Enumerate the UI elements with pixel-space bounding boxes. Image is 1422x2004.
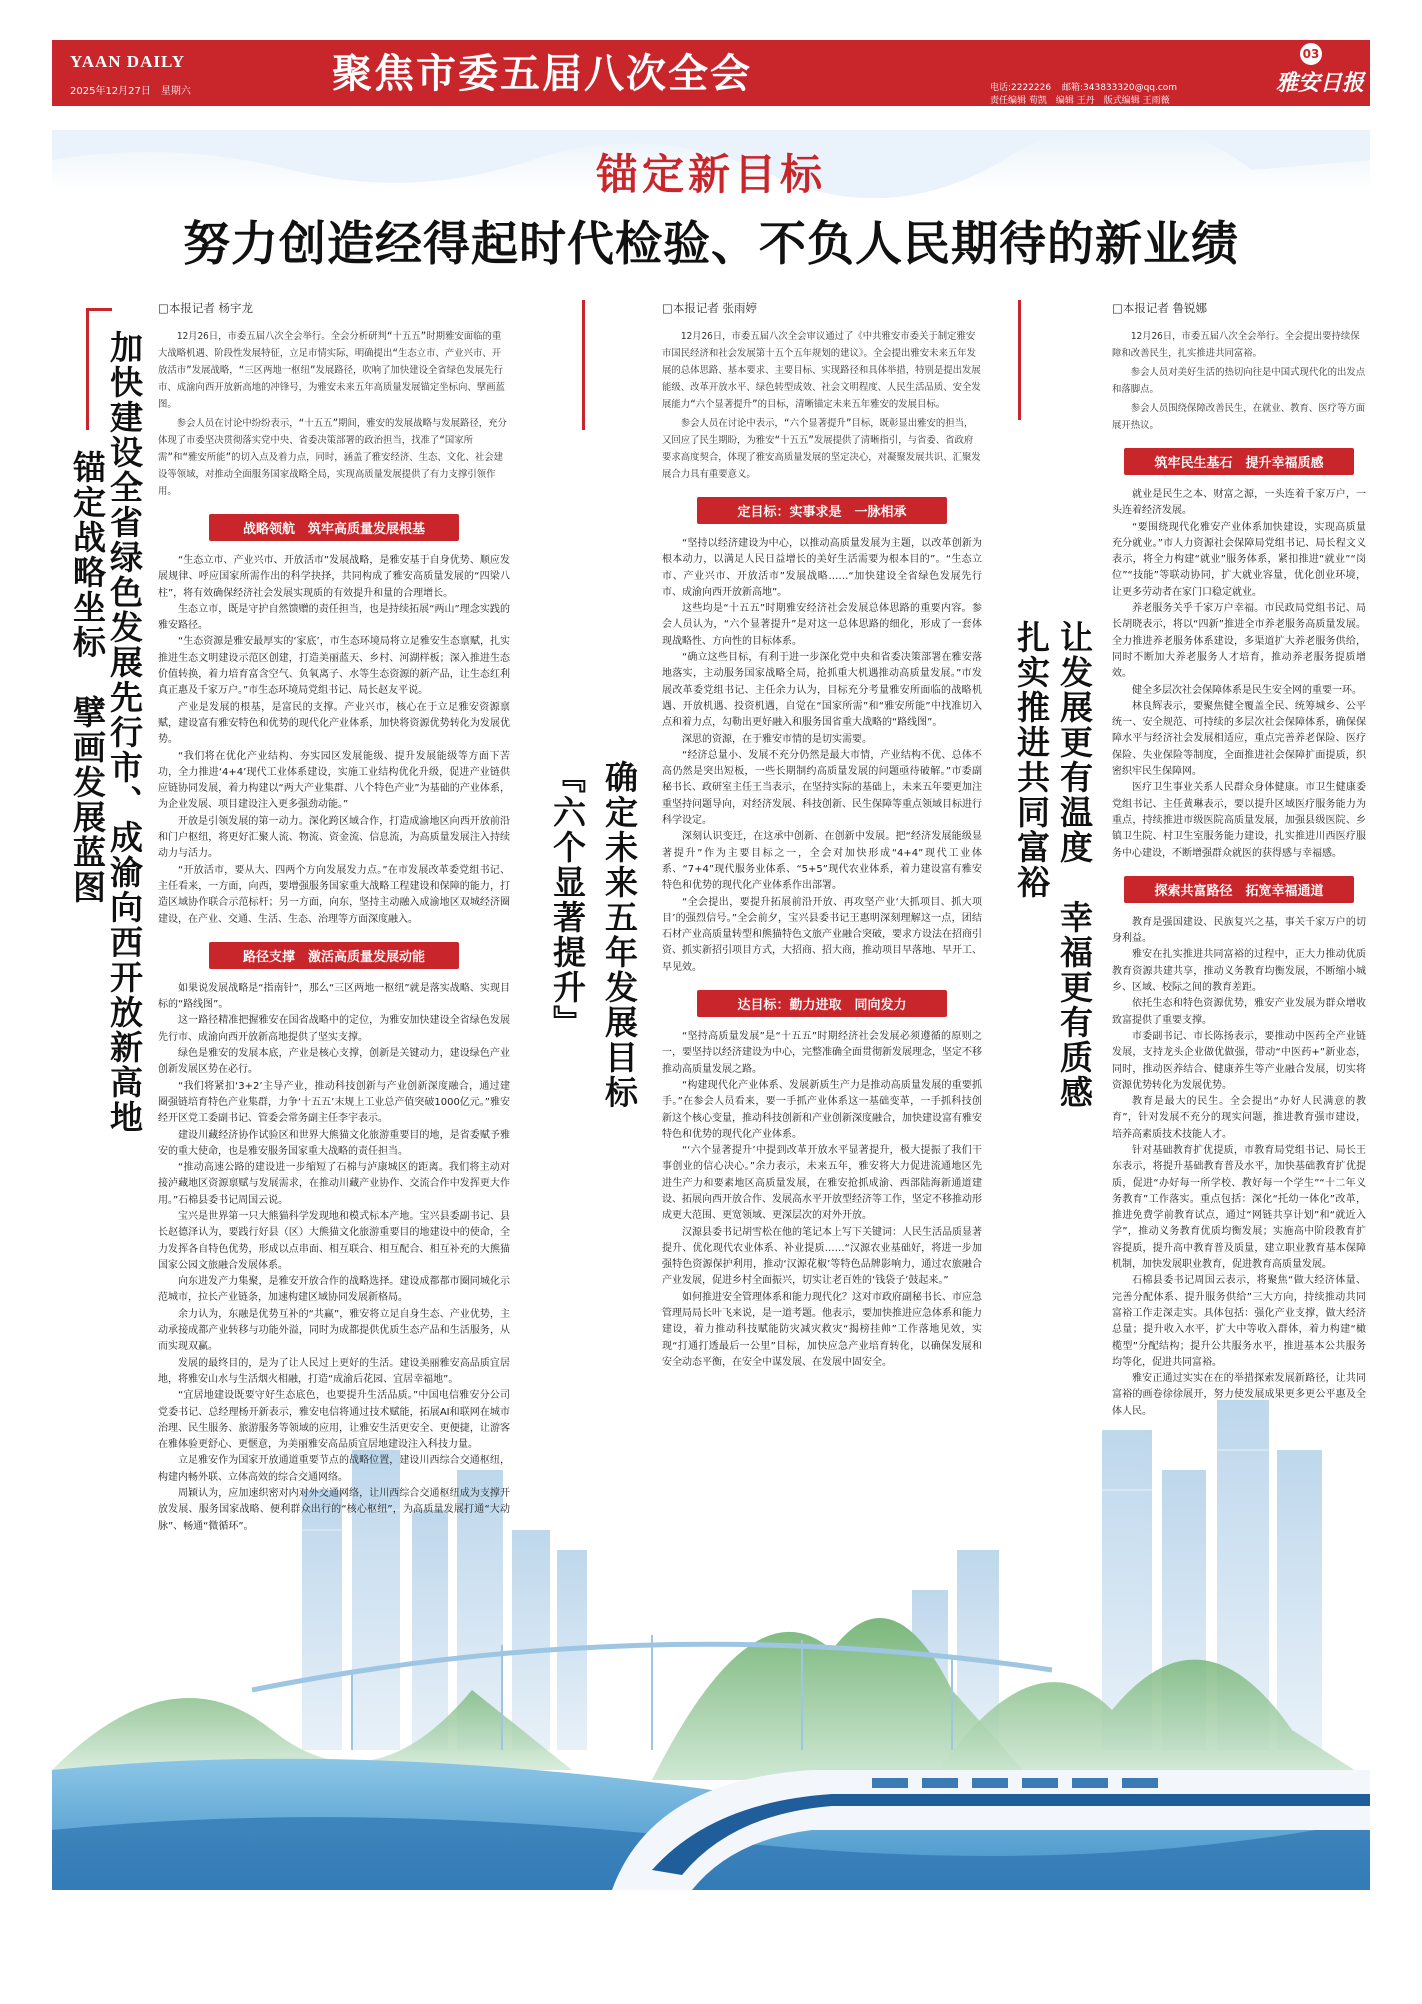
left-paragraph: “推动高速公路的建设进一步缩短了石棉与泸康城区的距离。我们将主动对接泸藏地区资源禀赋与发展需求，在推动川藏产业协作、交流合作中发挥更大作用。”石棉县委书记周国云说。 [158, 1162, 510, 1206]
right-paragraph: 教育是最大的民生。全会提出“办好人民满意的教育”，针对发展不充分的现实问题，推进教育强市建设，培养高素质技术技能人才。 [1112, 1096, 1366, 1140]
right-paragraph: 依托生态和特色资源优势，雅安产业发展为群众增收致富提供了重要支撑。 [1112, 998, 1366, 1026]
middle-paragraph: “经济总量小、发展不充分仍然是最大市情，产业结构不优、总体不高仍然是突出短板，一些长期制约高质量发展的问题亟待破解。”市委副秘书长、政研室主任王当表示，在坚持实际的基础上，未来五年要更加注重坚持问题导向，对经济发展、科技创新、民生保障等重点领域目标进行科学设定。 [662, 749, 982, 827]
right-paragraph: 就业是民生之本、财富之源，一头连着千家万户，一头连着经济发展。 [1112, 489, 1366, 517]
left-paragraph: 这一路径精准把握雅安在国省战略中的定位，为雅安加快建设全省绿色发展先行市、成渝向西开放新高地提供了坚实支撑。 [158, 1015, 510, 1043]
middle-paragraph: “确立这些目标，有利于进一步深化党中央和省委决策部署在雅安落地落实，主动服务国家战略全局，抢抓重大机遇推动高质量发展。”市发展改革委党组书记、主任余力认为，目标充分考量雅安所面临的战略机遇、开放机遇、投资机遇，自觉在“国家所需”和“雅安所能”中找准切入点和着力点，勾勒出更好融入和服务国省重大战略的“路线图”。 [662, 652, 982, 729]
left-paragraph: 建设川藏经济协作试验区和世界大熊猫文化旅游重要目的地，是省委赋予雅安的重大使命，也是雅安服务国家重大战略的责任担当。 [158, 1129, 510, 1157]
kicker-title: 锚定新目标 [595, 150, 826, 199]
left-paragraph: 周颖认为，应加速织密对内对外交通网络，让川西综合交通枢纽成为支撑开放发展、服务国家战略、便利群众出行的“核心枢纽”，为高质量发展打通“大动脉”、畅通“微循环”。 [158, 1488, 510, 1532]
editors-line: 责任编辑 荀凯 编辑 王丹 版式编辑 王雨薇 [990, 96, 1170, 106]
left-paragraph: “开放活市，要从大、四两个方向发展发力点。”在市发展改革委党组书记、主任看来，一方面，向西，要增强服务国家重大战略工程建设和保障的能力，打造区域协作联合示范标杆；另一方面，向东，坚持主动融入成渝地区双城经济圈建设，在产业、交通、生活、生态、治理等方面深度融入。 [158, 864, 510, 925]
right-paragraph: 养老服务关乎千家万户幸福。市民政局党组书记、局长胡晓表示，将以“四新”推进全市养老服务高质量发展。全力推进养老服务体系建设，多渠道扩大养老服务供给，同时不断加大养老服务人才培育，推动养老服务提质增效。 [1112, 603, 1366, 680]
middle-paragraph: “全会提出，要提升拓展前沿开放、再攻坚产业‘大抓项目、抓大项目’的强烈信号。”全会前夕，宝兴县委书记王惠明深刻理解这一点，团结石材产业高质量转型和熊猫特色文旅产业融合突破，要求方设法在招商引资、抓实新招引项目方式，大招商、招大商，推动项目早落地、早开工、早见效。 [662, 896, 982, 973]
middle-accent-line [582, 300, 585, 430]
left-section-heading: 战略领航 筑牢高质量发展根基 [209, 514, 459, 541]
masthead-logo: 雅安日报 [1276, 70, 1365, 96]
middle-title: 确定未来五年发展目标 [599, 760, 639, 1110]
right-paragraph: 针对基础教育扩优提质，市教育局党组书记、局长王东表示，将提升基础教育普及水平，加快基础教育扩优提质，促进“办好每一所学校、教好每一个学生”“十二年义务教育”工作落实。重点包括：深化“托幼一体化”改革，推进免费学前教育试点，通过“网链共享计划”和“就近入学”，推动义务教育优质均衡发展；实施高中阶段教育扩容提质，提升高中教育普及质量，建立职业教育基本保障机制，加快发展职业教育，促进教育高质量发展。 [1112, 1144, 1366, 1271]
left-paragraph: 余力认为，东融是优势互补的“共赢”，雅安将立足自身生态、产业优势，主动承接成都产业转移与功能外溢，同时为成都提供优质生态产品和生活服务，从而实现双赢。 [158, 1308, 510, 1353]
right-paragraph: 林良辉表示，要聚焦健全覆盖全民、统筹城乡、公平统一、安全规范、可持续的多层次社会保障体系，确保保障水平与经济社会发展相适应，重点完善养老保险、医疗保险、失业保险等制度，全面推进社会保障扩面提质，织密织牢民生保障网。 [1112, 700, 1366, 778]
right-paragraph: 医疗卫生事业关系人民群众身体健康。市卫生健康委党组书记、主任黄琳表示，要以提升区域医疗服务能力为重点，持续推进市级医院高质量发展，加强县级医院、乡镇卫生院、村卫生室服务能力建设，扎实推进川西医疗服务中心建设，不断增强群众就医的获得感与幸福感。 [1112, 782, 1366, 859]
right-accent-line [1018, 300, 1021, 420]
right-paragraph: 石棉县委书记周国云表示，将聚焦“做大经济体量、完善分配体系、提升服务供给”三大方向，持续推动共同富裕工作走深走实。具体包括：强化产业支撑，做大经济总量；提升收入水平，扩大中等收入群体，着力构建“橄榄型”分配结构；提升公共服务水平，推进基本公共服务均等化，促进共同富裕。 [1112, 1275, 1366, 1368]
left-paragraph: “我们将紧扣‘3+2’主导产业，推动科技创新与产业创新深度融合，通过建圈强链培育特色产业集群，力争‘十五五’末规上工业总产值突破1000亿元。”雅安经开区党工委副书记、管委会常务副主任李宇表示。 [158, 1080, 510, 1125]
middle-article [662, 300, 982, 1371]
left-title: 加快建设全省绿色发展先行市、成渝向西开放新高地 [104, 330, 144, 1135]
right-paragraph: 教育是强国建设、民族复兴之基，事关千家万户的切身利益。 [1112, 916, 1366, 945]
right-paragraph: 健全多层次社会保障体系是民生安全网的重要一环。 [1132, 684, 1362, 696]
page-number: 03 [1300, 43, 1322, 65]
middle-paragraph: 如何推进安全管理体系和能力现代化？这对市政府副秘书长、市应急管理局局长叶飞来说，是一道考题。他表示，要加快推进应急体系和能力建设，着力推动科技赋能防灾减灾救灾“揭榜挂帅”工作落地见效，实现“打通打透最后一公里”目标，加快应急产业培育转化，以确保发展和安全动态平衡，在安全中谋发展、在发展中固安全。 [662, 1291, 982, 1368]
right-lede: 参会人员对美好生活的热切向往是中国式现代化的出发点和落脚点。 [1112, 367, 1366, 395]
right-title: 让发展更有温度 幸福更有质感 [1054, 620, 1094, 1110]
left-section-heading: 路径支撑 激活高质量发展动能 [209, 942, 459, 969]
section-title: 聚焦市委五届八次全会 [332, 50, 752, 97]
left-accent-cap [86, 308, 112, 311]
right-subtitle: 扎实推进共同富裕 [1011, 620, 1051, 900]
left-paragraph: 开放是引领发展的第一动力。深化跨区域合作，打造成渝地区向西开放前沿和门户枢纽，将更好汇聚人流、物流、资金流、信息流，为高质量发展注入持续动力与活力。 [158, 815, 510, 860]
middle-paragraph: “坚持高质量发展”是“十五五”时期经济社会发展必须遵循的原则之一，要坚持以经济建设为中心，完整准确全面贯彻新发展理念，坚定不移推动高质量发展之路。 [662, 1031, 982, 1075]
middle-paragraph: “‘六个显著提升’中提到改革开放水平显著提升，极大提振了我们干事创业的信心决心。”余力表示，未来五年，雅安将大力促进流通地区先进生产力和要素地区高质量发展，在雅安抢抓成渝、西部陆海新通道建设、拓展向西开放合作、发展高水平开放型经济等工作，坚定不移推动形成更大范围、更宽领域、更深层次的对外开放。 [662, 1145, 982, 1222]
right-lede: 12月26日，市委五届八次全会举行。全会提出要持续保障和改善民生，扎实推进共同富裕。 [1112, 331, 1360, 359]
phone: 电话:2222226 [990, 83, 1052, 93]
middle-paragraph: 这些均是“十五五”时期雅安经济社会发展总体思路的重要内容。参会人员认为，“六个显著提升”是对这一总体思路的细化，形成了一套体现战略性、方向性的目标体系。 [662, 603, 982, 647]
right-section-heading: 筑牢民生基石 提升幸福质感 [1124, 448, 1354, 475]
left-subtitle: 锚定战略坐标 擘画发展蓝图 [67, 450, 107, 905]
main-headline: 努力创造经得起时代检验、不负人民期待的新业绩 [183, 217, 1239, 272]
email: 邮箱:343833320@qq.com [1062, 83, 1178, 93]
left-paragraph: “生态资源是雅安最厚实的‘家底’，市生态环境局将立足雅安生态禀赋，扎实推进生态文明建设示范区创建，打造美丽蓝天、乡村、河湖样板；深入推进生态价值转换，着力培育富含空气、负氧离子、水等生态资源的新产品，让生态红利真正惠及千家万户。”市生态环境局党组书记、局长赵友平说。 [158, 636, 510, 697]
issue-date: 2025年12月27日 星期六 [70, 86, 191, 97]
left-lede: 12月26日，市委五届八次全会举行。全会分析研判“十五五”时期雅安面临的重大战略机遇、阶段性发展特征，立足市情实际，明确提出“生态立市、产业兴市、开放活市”发展战略，“三区两地一枢纽”发展路径，吹响了加快建设全省绿色发展先行市、成渝向西开放新高地的冲锋号，为雅安未来五年高质量发展锚定坐标向、擘画蓝图。 [158, 331, 505, 410]
left-paragraph: 宝兴是世界第一只大熊猫科学发现地和模式标本产地。宝兴县委副书记、县长赵德泽认为，要践行好县（区）大熊猫文化旅游重要目的地建设中的使命，全力发挥各自特色优势，形成以点串面、相互联合、相互配合、相互补充的大熊猫国家公园文旅融合发展体系。 [158, 1210, 510, 1271]
left-paragraph: 生态立市，既是守护自然馈赠的责任担当，也是持续拓展“两山”理念实践的雅安路径。 [158, 603, 510, 632]
middle-section-heading: 达目标：勤力进取 同向发力 [697, 990, 947, 1017]
left-paragraph: “生态立市、产业兴市、开放活市”发展战略，是雅安基于自身优势、顺应发展规律、呼应国家所需作出的科学抉择，共同构成了雅安高质量发展的“四梁八柱”，将有效确保经济社会发展实现质的有效提升和量的合理增长。 [158, 555, 510, 599]
right-paragraph: 雅安正通过实实在在的举措探索发展新路径，让共同富裕的画卷徐徐展开，努力使发展成果更多更公平惠及全体人民。 [1112, 1373, 1366, 1417]
left-lede: 参会人员在讨论中纷纷表示，“十五五”期间，雅安的发展战略与发展路径，充分体现了市委坚决贯彻落实党中央、省委决策部署的政治担当，找准了“国家所需”和“雅安所能”的切入点及着力点，同时，涵盖了雅安经济、生态、文化、社会建设等领域，对推动全面服务国家战略全局，实现高质量发展提供了有力支撑引领作用。 [158, 418, 507, 497]
contact-line [990, 80, 1185, 93]
right-paragraph: 市委副书记、市长陈扬表示，要推动中医药全产业链发展，支持龙头企业做优做强，带动“中医药+”新业态，同时，推动医养结合、健康养生等产业融合发展，切实将资源优势转化为发展优势。 [1112, 1030, 1366, 1091]
left-paragraph: 向东进发产力集聚，是雅安开放合作的战略选择。建设成都都市圈同城化示范城市，拉长产业链条，加速构建区域协同发展新格局。 [158, 1276, 510, 1304]
left-paragraph: 发展的最终目的，是为了让人民过上更好的生活。建设美丽雅安高品质宜居地，将雅安山水与生活烟火相融，打造“成渝后花园、宜居幸福地”。 [158, 1357, 510, 1385]
brand-en: YAAN DAILY [70, 52, 186, 71]
left-paragraph: 立足雅安作为国家开放通道重要节点的战略位置，建设川西综合交通枢纽，构建内畅外联、立体高效的综合交通网络。 [158, 1455, 510, 1483]
right-byline: □本报记者 鲁锐娜 [1112, 301, 1208, 315]
right-section-heading: 探索共富路径 拓宽幸福通道 [1124, 876, 1354, 903]
middle-lede: 参会人员在讨论中表示，“六个显著提升”目标，既彰显出雅安的担当，又回应了民生期盼，为雅安“十五五”发展提供了清晰指引，与省委、省政府要求高度契合，体现了雅安高质量发展的坚定决心，对凝聚发展共识、汇聚发展合力具有重要意义。 [662, 418, 981, 480]
right-paragraph: “要围绕现代化雅安产业体系加快建设，实现高质量充分就业。”市人力资源社会保障局党组书记、局长程文义表示，将全力构建“就业”服务体系，紧扣推进“就业”“岗位”“技能”等联动协同，扩大就业容量，优化创业环境，让更多劳动者在家门口稳定就业。 [1112, 521, 1366, 598]
left-paragraph: 产业是发展的根基，是富民的支撑。产业兴市，核心在于立足雅安资源禀赋，建设富有雅安特色和优势的现代化产业体系，加快将资源优势转化为发展优势。 [158, 701, 510, 746]
middle-paragraph: 汉源县委书记胡雪松在他的笔记本上写下关键词：人民生活品质显著提升、优化现代农业体系、补业提质……“汉源农业基础好，将进一步加强特色资源保护利用，推动‘汉源花椒’等特色品牌影响力，通过农旅融合产业发展，促进乡村全面振兴，切实让老百姓的‘钱袋子’鼓起来。” [662, 1226, 982, 1287]
middle-paragraph: 深刻认识变迁，在这承中创新、在创新中发展。把“经济发展能级显著提升”作为主要目标之一，全会对加快形成“4+4”现代工业体系、“7+4”现代服务业体系、“5+5”现代农业体系，着力建设富有雅安特色和优势的现代化产业体系作出部署。 [662, 831, 982, 892]
left-byline: □本报记者 杨宇龙 [158, 301, 254, 315]
left-accent-line [86, 310, 89, 430]
left-paragraph: 绿色是雅安的发展本底，产业是核心支撑，创新是关键动力，建设绿色产业创新发展区势在必行。 [158, 1048, 510, 1076]
left-paragraph: 如果说发展战略是“指南针”，那么“三区两地一枢纽”就是落实战略、实现目标的“路线图”。 [158, 982, 510, 1011]
middle-section-heading: 定目标：实事求是 一脉相承 [697, 497, 947, 524]
right-paragraph: 雅安在扎实推进共同富裕的过程中，正大力推动优质教育资源共建共享，推动义务教育均衡发展，不断缩小城乡、区域、校际之间的教育差距。 [1112, 949, 1366, 994]
left-paragraph: “宜居地建设既要守好生态底色，也要提升生活品质。”中国电信雅安分公司党委书记、总经理杨开新表示，雅安电信将通过技术赋能，拓展AI和联网在城市治理、民生服务、旅游服务等领域的应用，让雅安生活更安全、更便捷，让游客在雅体验更舒心、更惬意，为美丽雅安高品质宜居地建设注入科技力量。 [158, 1390, 510, 1451]
left-article [158, 300, 510, 1535]
middle-byline: □本报记者 张雨婷 [662, 301, 758, 315]
middle-paragraph: 深思的资源，在于雅安市情的是切实需要。 [682, 733, 872, 745]
middle-lede: 12月26日，市委五届八次全会审议通过了《中共雅安市委关于制定雅安市国民经济和社会发展第十五个五年规划的建议》。全会提出雅安未来五年发展的总体思路、基本要求、主要目标、实现路径和具体举措，特别是提出发展能级、改革开放水平、绿色转型成效、社会文明程度、人民生活品质、安全发展能力“六个显著提升”的目标，清晰锚定未来五年雅安的发展目标。 [662, 331, 981, 410]
right-article [1112, 300, 1366, 1420]
left-paragraph: “我们将在优化产业结构、夯实园区发展能级、提升发展能级等方面下苦功，全力推进‘4+4’现代工业体系建设，实施工业结构优化升级，促进产业链供应链协同发展，着力构建以“两大产业集群、八个特色产业”为基础的产业体系，为企业发展、项目建设注入更多强劲动能。” [158, 750, 510, 811]
middle-paragraph: “构建现代化产业体系、发展新质生产力是推动高质量发展的重要抓手。”在参会人员看来，要一手抓产业体系这一基础变革，一手抓科技创新这个核心变量，推动科技创新和产业创新深度融合，加快建设富有雅安特色和优势的现代化产业体系。 [662, 1079, 982, 1140]
middle-subtitle: 『六个显著提升』 [547, 760, 587, 1040]
right-lede: 参会人员围绕保障改善民生，在就业、教育、医疗等方面展开热议。 [1112, 403, 1366, 431]
middle-paragraph: “坚持以经济建设为中心，以推动高质量发展为主题，以改革创新为根本动力，以满足人民日益增长的美好生活需要为根本目的”。“生态立市、产业兴市、开放活市”发展战略……“加快建设全省绿色发展先行市、成渝向西开放新高地”。 [662, 538, 982, 598]
